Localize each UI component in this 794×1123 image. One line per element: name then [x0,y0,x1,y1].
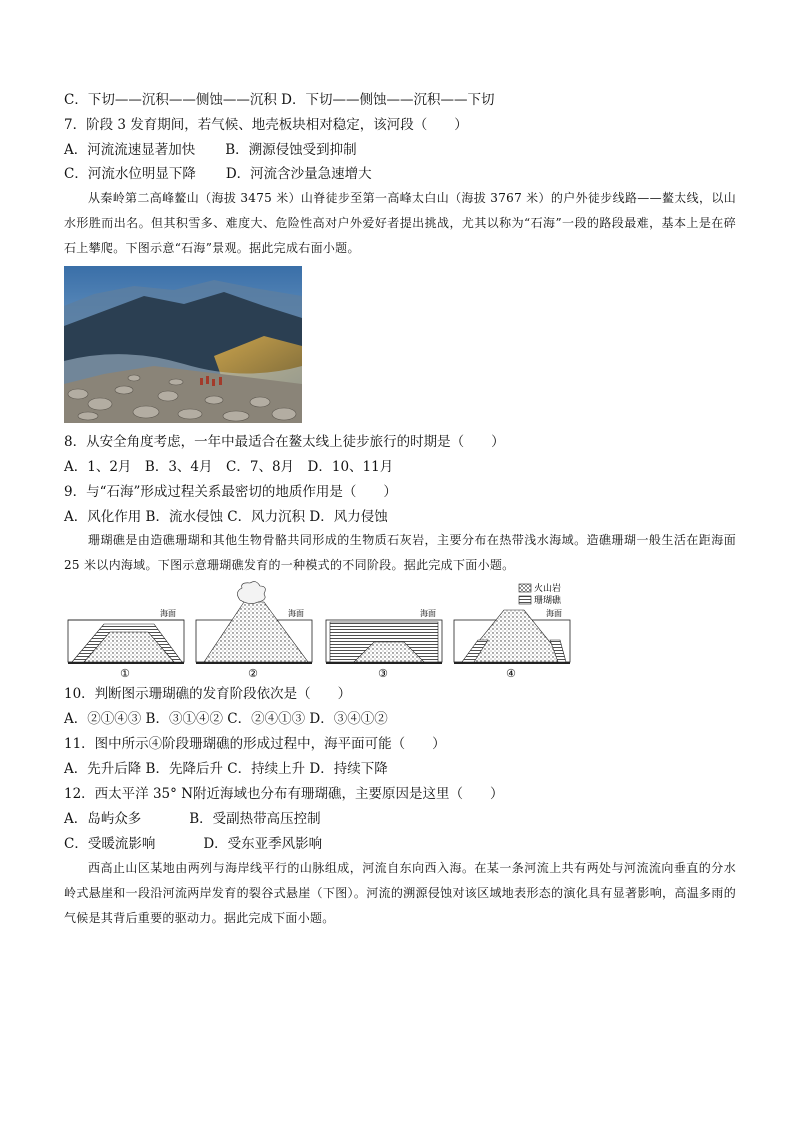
q8-options: A．1、2月 B．3、4月 C．7、8月 D．10、11月 [64,459,394,475]
panel-4 [454,608,570,680]
panel-2-sea-label: 海面 [288,609,304,618]
panel-3 [326,608,442,680]
q12-option-d: D．受东亚季风影响 [203,836,323,852]
panel-4-label: ④ [506,667,516,680]
q7-option-a: A．河流流速显著加快 [64,142,196,158]
q7-option-c: C．河流水位明显下降 [64,166,196,182]
q12-option-c: C．受暖流影响 [64,836,156,852]
panel-1-sea-label: 海面 [160,609,176,618]
q9-stem: 9．与“石海”形成过程关系最密切的地质作用是（ ） [64,484,397,500]
q7-options-row1 [64,140,357,160]
panel-4-sea-label: 海面 [546,609,562,618]
legend-volcanic-swatch [519,584,531,592]
q7-option-b: B．溯源侵蚀受到抑制 [225,142,357,158]
q12-option-b: B．受副热带高压控制 [189,811,321,827]
panel-3-sea-label: 海面 [420,609,436,618]
q7-stem: 7．阶段 3 发育期间，若气候、地壳板块相对稳定，该河段（ ） [64,117,468,133]
panel-1 [68,608,184,680]
q12-option-a: A．岛屿众多 [64,811,142,827]
panel-2 [196,582,312,680]
q12-options-row2 [64,834,322,854]
q10-options: A．②①④③ B．③①④② C．②④①③ D．③④①② [64,711,388,727]
panel-3-label: ③ [378,667,388,680]
passage-coral-reef: 珊瑚礁是由造礁珊瑚和其他生物骨骼共同形成的生物质石灰岩，主要分布在热带浅水海域。造礁珊瑚一般生活在距海面 25 米以内海域。下图示意珊瑚礁发育的一种模式的不同阶段。据此完成下面小题。 [64,533,736,572]
q6-options-cd: C．下切——沉积——侧蚀——沉积 D．下切——侧蚀——沉积——下切 [64,92,495,108]
q10-stem: 10．判断图示珊瑚礁的发育阶段依次是（ ） [64,686,352,702]
panel-2-label: ② [248,667,258,680]
stone-sea-photo [64,266,302,423]
q12-stem: 12．西太平洋 35° N附近海域也分布有珊瑚礁，主要原因是这里（ ） [64,786,504,802]
q9-options: A．风化作用 B．流水侵蚀 C．风力沉积 D．风力侵蚀 [64,509,388,525]
panel-1-label: ① [120,667,130,680]
q7-option-d: D．河流含沙量急速增大 [225,166,372,182]
legend-coral-label: 珊瑚礁 [534,596,562,606]
passage-western-ghats: 西高止山区某地由两列与海岸线平行的山脉组成，河流自东向西入海。在某一条河流上共有两处与河流流向垂直的分水岭式悬崖和一段沿河流两岸发育的裂谷式悬崖（下图）。河流的溯源侵蚀对该区域地表形态的演化具有显著影响，高温多雨的气候是其背后重要的驱动力。据此完成下面小题。 [64,861,736,925]
coral-reef-stage-figure [64,580,574,680]
passage-stone-sea: 从秦岭第二高峰鳌山（海拔 3475 米）山脊徒步至第一高峰太白山（海拔 3767 米）的户外徒步线路——鳌太线，以山水形胜而出名。但其积雪多、难度大、危险性高对户外爱好者提出挑战，尤其以称为“石海”一段的路段最难，基本上是在碎石上攀爬。下图示意“石海”景观。据此完成右面小题。 [64,191,736,255]
q12-options-row1 [64,809,321,829]
q7-options-row2 [64,164,372,184]
q11-options: A．先升后降 B．先降后升 C．持续上升 D．持续下降 [64,761,388,777]
legend-coral-swatch [519,596,531,604]
q8-stem: 8．从安全角度考虑，一年中最适合在鳌太线上徒步旅行的时期是（ ） [64,434,505,450]
figure-legend [519,582,562,606]
q11-stem: 11．图中所示④阶段珊瑚礁的形成过程中，海平面可能（ ） [64,736,446,752]
legend-volcanic-label: 火山岩 [534,584,562,594]
